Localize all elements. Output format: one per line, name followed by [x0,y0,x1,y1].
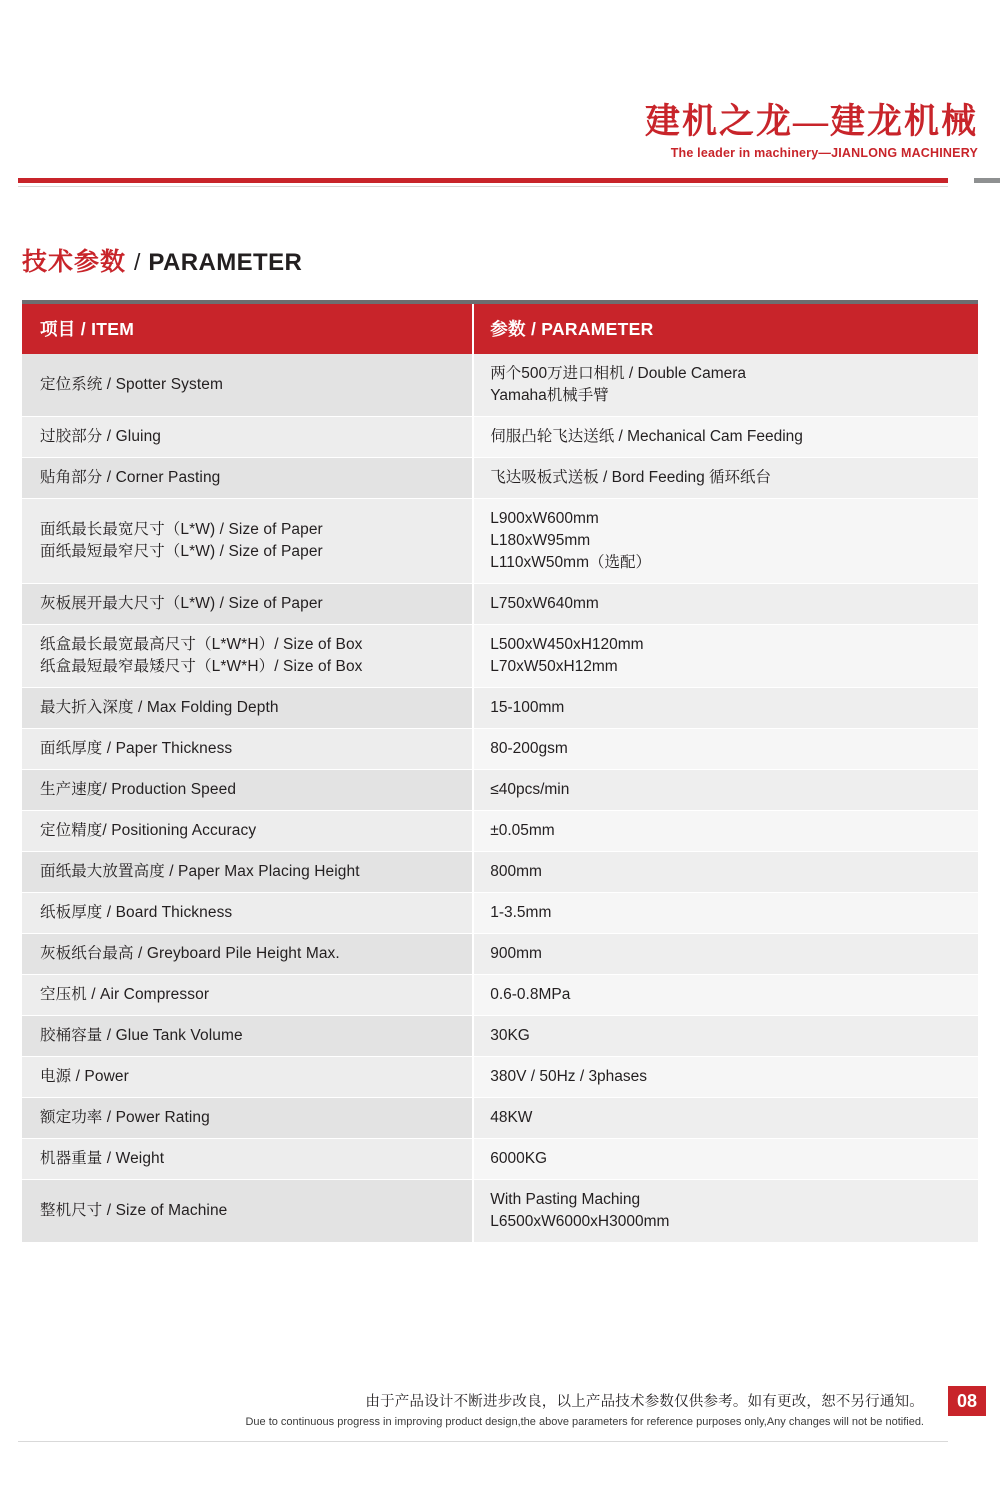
page-header [0,0,1000,196]
parameter-line: L6500xW6000xH3000mm [490,1213,670,1230]
header-rule-red [18,178,948,183]
item-line: 面纸最长最宽尺寸（L*W) / Size of Paper [40,521,323,538]
header-rule-thin [18,186,948,187]
table-row [22,688,978,729]
table-row [22,417,978,458]
table-row [22,893,978,934]
section-title [22,242,1000,278]
table-cell-parameter [473,893,978,934]
table-cell-parameter [473,1180,978,1243]
header-rule-grey [974,178,1000,183]
table-row [22,1057,978,1098]
table-cell-parameter [473,1098,978,1139]
table-cell-parameter [473,852,978,893]
table-row [22,458,978,499]
item-line: 过胶部分 / Gluing [40,428,162,445]
footer-note-en: Due to continuous progress in improving product design,the above parameters for reference purposes only,Any changes will not be notified. [245,1416,924,1428]
table-cell-item [22,1057,473,1098]
parameter-table [22,304,978,1243]
table-cell-item [22,852,473,893]
parameter-line: L180xW95mm [490,532,591,549]
table-row [22,625,978,688]
table-cell-parameter [473,1057,978,1098]
item-line: 面纸最大放置高度 / Paper Max Placing Height [40,863,360,880]
item-line: 贴角部分 / Corner Pasting [40,469,221,486]
table-cell-parameter [473,417,978,458]
table-cell-parameter [473,458,978,499]
table-row [22,852,978,893]
footer-note-cn: 由于产品设计不断进步改良，以上产品技术参数仅供参考。如有更改，恕不另行通知。 [365,1394,924,1410]
table-cell-item [22,499,473,584]
item-line: 空压机 / Air Compressor [40,986,210,1003]
item-line: 灰板纸台最高 / Greyboard Pile Height Max. [40,945,340,962]
item-line: 纸盒最短最窄最矮尺寸（L*W*H）/ Size of Box [40,658,363,675]
parameter-line: 30KG [490,1027,530,1044]
table-cell-item [22,417,473,458]
parameter-line: ≤40pcs/min [490,781,570,798]
table-header-item: 项目 / ITEM [22,304,473,354]
table-cell-parameter [473,584,978,625]
table-row [22,584,978,625]
page-number-badge: 08 [948,1386,986,1416]
item-line: 定位精度/ Positioning Accuracy [40,822,257,839]
parameter-line: ±0.05mm [490,822,555,839]
table-row [22,975,978,1016]
table-cell-item [22,1180,473,1243]
table-row [22,811,978,852]
item-line: 机器重量 / Weight [40,1150,165,1167]
parameter-line: 飞达吸板式送板 / Bord Feeding 循环纸台 [490,469,772,486]
parameter-line: 15-100mm [490,699,565,716]
table-header-parameter: 参数 / PARAMETER [473,304,978,354]
brand-name-cn: 建机之龙—建龙机械 [644,102,978,141]
table-row [22,1016,978,1057]
parameter-line: With Pasting Maching [490,1191,641,1208]
table-cell-item [22,893,473,934]
parameter-table-zone [22,300,978,1243]
table-cell-item [22,688,473,729]
table-body [22,354,978,1243]
header-divider [0,178,1000,190]
table-cell-item [22,729,473,770]
table-cell-item [22,770,473,811]
table-cell-item [22,354,473,417]
table-cell-parameter [473,770,978,811]
table-row [22,729,978,770]
table-cell-parameter [473,354,978,417]
brand-logo [645,104,978,160]
table-cell-item [22,625,473,688]
parameter-line: L900xW600mm [490,510,599,527]
parameter-line: 48KW [490,1109,533,1126]
parameter-line: L110xW50mm（选配） [490,554,651,571]
item-line: 整机尺寸 / Size of Machine [40,1202,228,1219]
table-header-row [22,304,978,354]
parameter-line: 伺服凸轮飞达送纸 / Mechanical Cam Feeding [490,428,803,445]
parameter-line: 800mm [490,863,542,880]
item-line: 电源 / Power [40,1068,129,1085]
table-cell-parameter [473,975,978,1016]
table-row [22,1180,978,1243]
section-title-en: PARAMETER [148,249,303,276]
table-cell-parameter [473,934,978,975]
table-row [22,354,978,417]
table-cell-item [22,975,473,1016]
table-cell-item [22,934,473,975]
table-cell-item [22,458,473,499]
table-cell-parameter [473,499,978,584]
table-cell-parameter [473,625,978,688]
brand-tagline-en: The leader in machinery—JIANLONG MACHINERY [670,146,978,160]
parameter-line: Yamaha机械手臂 [490,387,609,404]
table-cell-item [22,1139,473,1180]
parameter-line: L500xW450xH120mm [490,636,644,653]
table-cell-item [22,1098,473,1139]
table-row [22,770,978,811]
table-row [22,1098,978,1139]
item-line: 胶桶容量 / Glue Tank Volume [40,1027,243,1044]
table-row [22,1139,978,1180]
item-line: 灰板展开最大尺寸（L*W) / Size of Paper [40,595,323,612]
parameter-line: 380V / 50Hz / 3phases [490,1068,648,1085]
table-cell-item [22,1016,473,1057]
table-row [22,499,978,584]
page-footer [0,1390,1000,1428]
parameter-line: 80-200gsm [490,740,568,757]
item-line: 纸盒最长最宽最高尺寸（L*W*H）/ Size of Box [40,636,363,653]
table-cell-parameter [473,811,978,852]
item-line: 面纸最短最窄尺寸（L*W) / Size of Paper [40,543,323,560]
item-line: 额定功率 / Power Rating [40,1109,210,1126]
item-line: 面纸厚度 / Paper Thickness [40,740,233,757]
parameter-line: 900mm [490,945,542,962]
table-cell-parameter [473,688,978,729]
parameter-line: L750xW640mm [490,595,599,612]
parameter-line: L70xW50xH12mm [490,658,618,675]
table-row [22,934,978,975]
item-line: 最大折入深度 / Max Folding Depth [40,699,279,716]
section-title-cn: 技术参数 [22,247,127,276]
footer-divider [18,1441,948,1442]
table-cell-parameter [473,1139,978,1180]
parameter-line: 1-3.5mm [490,904,552,921]
section-title-separator: / [134,249,141,275]
parameter-line: 0.6-0.8MPa [490,986,571,1003]
table-header [22,304,978,354]
parameter-line: 两个500万进口相机 / Double Camera [490,365,747,382]
table-cell-item [22,584,473,625]
table-cell-item [22,811,473,852]
item-line: 定位系统 / Spotter System [40,376,223,393]
table-cell-parameter [473,729,978,770]
table-cell-parameter [473,1016,978,1057]
parameter-line: 6000KG [490,1150,548,1167]
item-line: 生产速度/ Production Speed [40,781,237,798]
item-line: 纸板厚度 / Board Thickness [40,904,233,921]
